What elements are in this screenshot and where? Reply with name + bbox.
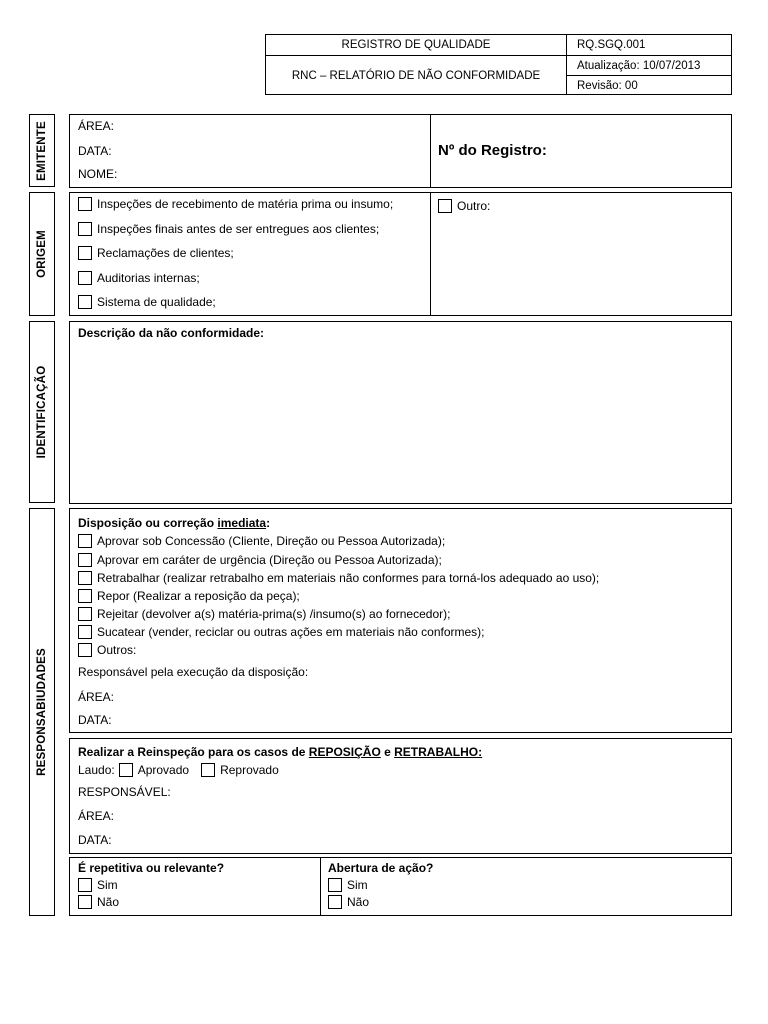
emitente-data-label: DATA: bbox=[78, 144, 112, 158]
laudo-reprovado-label: Reprovado bbox=[220, 763, 279, 777]
disposicao-option-retrabalhar[interactable]: Retrabalhar (realizar retrabalho em materiais não conformes para torná-los adequado ao uso); bbox=[78, 571, 599, 585]
identificacao-section[interactable] bbox=[69, 321, 732, 504]
checkbox[interactable] bbox=[78, 607, 92, 621]
header-code: RQ.SGQ.001 bbox=[577, 39, 646, 51]
header-revision: Revisão: 00 bbox=[577, 79, 638, 92]
checkbox[interactable] bbox=[78, 895, 92, 909]
checkbox[interactable] bbox=[78, 625, 92, 639]
header-code-cell bbox=[567, 35, 732, 56]
disposicao-area-label: ÁREA: bbox=[78, 690, 115, 704]
acao-section bbox=[69, 857, 732, 916]
laudo-row bbox=[78, 763, 279, 777]
checkbox[interactable] bbox=[78, 222, 92, 236]
header-title: REGISTRO DE QUALIDADE bbox=[341, 39, 491, 51]
emitente-area-label: ÁREA: bbox=[78, 119, 115, 133]
disposicao-option-outros[interactable]: Outros: bbox=[78, 643, 136, 657]
disposicao-option-urgencia[interactable]: Aprovar em caráter de urgência (Direção ou Pessoa Autorizada); bbox=[78, 553, 442, 567]
origem-option-inspecoes-finais[interactable]: Inspeções finais antes de ser entregues aos clientes; bbox=[78, 222, 379, 236]
emitente-section bbox=[69, 114, 732, 188]
side-label-identificacao: IDENTIFICAÇÃO bbox=[29, 321, 55, 503]
abertura-sim-option[interactable]: Sim bbox=[328, 878, 368, 892]
disposicao-option-rejeitar[interactable]: Rejeitar (devolver a(s) matéria-prima(s) /insumo(s) ao fornecedor); bbox=[78, 607, 450, 621]
header-subtitle: RNC – RELATÓRIO DE NÃO CONFORMIDADE bbox=[291, 69, 541, 82]
laudo-label: Laudo: bbox=[78, 763, 115, 777]
checkbox[interactable] bbox=[78, 197, 92, 211]
abertura-nao-option[interactable]: Não bbox=[328, 895, 369, 909]
checkbox[interactable] bbox=[78, 571, 92, 585]
disposicao-section bbox=[69, 508, 732, 733]
reinspecao-title: Realizar a Reinspeção para os casos de REPOSIÇÃO e RETRABALHO: bbox=[78, 745, 483, 759]
laudo-reprovado-checkbox[interactable] bbox=[201, 763, 215, 777]
registro-number-label: Nº do Registro: bbox=[438, 142, 547, 159]
side-label-emitente: EMITENTE bbox=[29, 114, 55, 187]
checkbox[interactable] bbox=[78, 643, 92, 657]
origem-option-outro[interactable]: Outro: bbox=[438, 199, 490, 213]
header-title-cell bbox=[266, 35, 567, 56]
origem-option-recebimento[interactable]: Inspeções de recebimento de matéria prima ou insumo; bbox=[78, 197, 393, 211]
checkbox[interactable] bbox=[438, 199, 452, 213]
origem-option-reclamacoes[interactable]: Reclamações de clientes; bbox=[78, 246, 234, 260]
reinspecao-data-label: DATA: bbox=[78, 833, 112, 847]
disposicao-responsavel-label: Responsável pela execução da disposição: bbox=[78, 665, 309, 679]
disposicao-title: Disposição ou correção imediata: bbox=[78, 516, 271, 530]
origem-option-sistema[interactable]: Sistema de qualidade; bbox=[78, 295, 216, 309]
repetitiva-nao-option[interactable]: Não bbox=[78, 895, 119, 909]
checkbox[interactable] bbox=[78, 553, 92, 567]
side-label-origem: ORIGEM bbox=[29, 192, 55, 316]
disposicao-option-sucatear[interactable]: Sucatear (vender, reciclar ou outras ações em materiais não conformes); bbox=[78, 625, 485, 639]
origem-section bbox=[69, 192, 732, 316]
reinspecao-responsavel-label: RESPONSÁVEL: bbox=[78, 785, 171, 799]
repetitiva-title: É repetitiva ou relevante? bbox=[78, 861, 225, 875]
abertura-title: Abertura de ação? bbox=[328, 861, 434, 875]
laudo-aprovado-label: Aprovado bbox=[137, 763, 190, 777]
checkbox[interactable] bbox=[78, 589, 92, 603]
checkbox[interactable] bbox=[78, 246, 92, 260]
header-update: Atualização: 10/07/2013 bbox=[577, 59, 701, 72]
checkbox[interactable] bbox=[78, 271, 92, 285]
checkbox[interactable] bbox=[78, 534, 92, 548]
header-update-cell bbox=[567, 56, 732, 76]
origem-option-auditorias[interactable]: Auditorias internas; bbox=[78, 271, 200, 285]
reinspecao-section bbox=[69, 738, 732, 854]
checkbox[interactable] bbox=[328, 895, 342, 909]
header-subtitle-cell bbox=[266, 56, 567, 95]
descricao-label: Descrição da não conformidade: bbox=[78, 326, 265, 340]
emitente-nome-label: NOME: bbox=[78, 167, 118, 181]
header-table bbox=[265, 34, 732, 95]
checkbox[interactable] bbox=[78, 878, 92, 892]
laudo-aprovado-checkbox[interactable] bbox=[119, 763, 133, 777]
disposicao-option-concessao[interactable]: Aprovar sob Concessão (Cliente, Direção ou Pessoa Autorizada); bbox=[78, 534, 445, 548]
checkbox[interactable] bbox=[328, 878, 342, 892]
reinspecao-area-label: ÁREA: bbox=[78, 809, 115, 823]
repetitiva-sim-option[interactable]: Sim bbox=[78, 878, 118, 892]
checkbox[interactable] bbox=[78, 295, 92, 309]
disposicao-data-label: DATA: bbox=[78, 713, 112, 727]
side-label-responsabilidades: RESPONSABIUDADES bbox=[29, 508, 55, 916]
disposicao-option-repor[interactable]: Repor (Realizar a reposição da peça); bbox=[78, 589, 300, 603]
header-revision-cell bbox=[567, 76, 732, 95]
